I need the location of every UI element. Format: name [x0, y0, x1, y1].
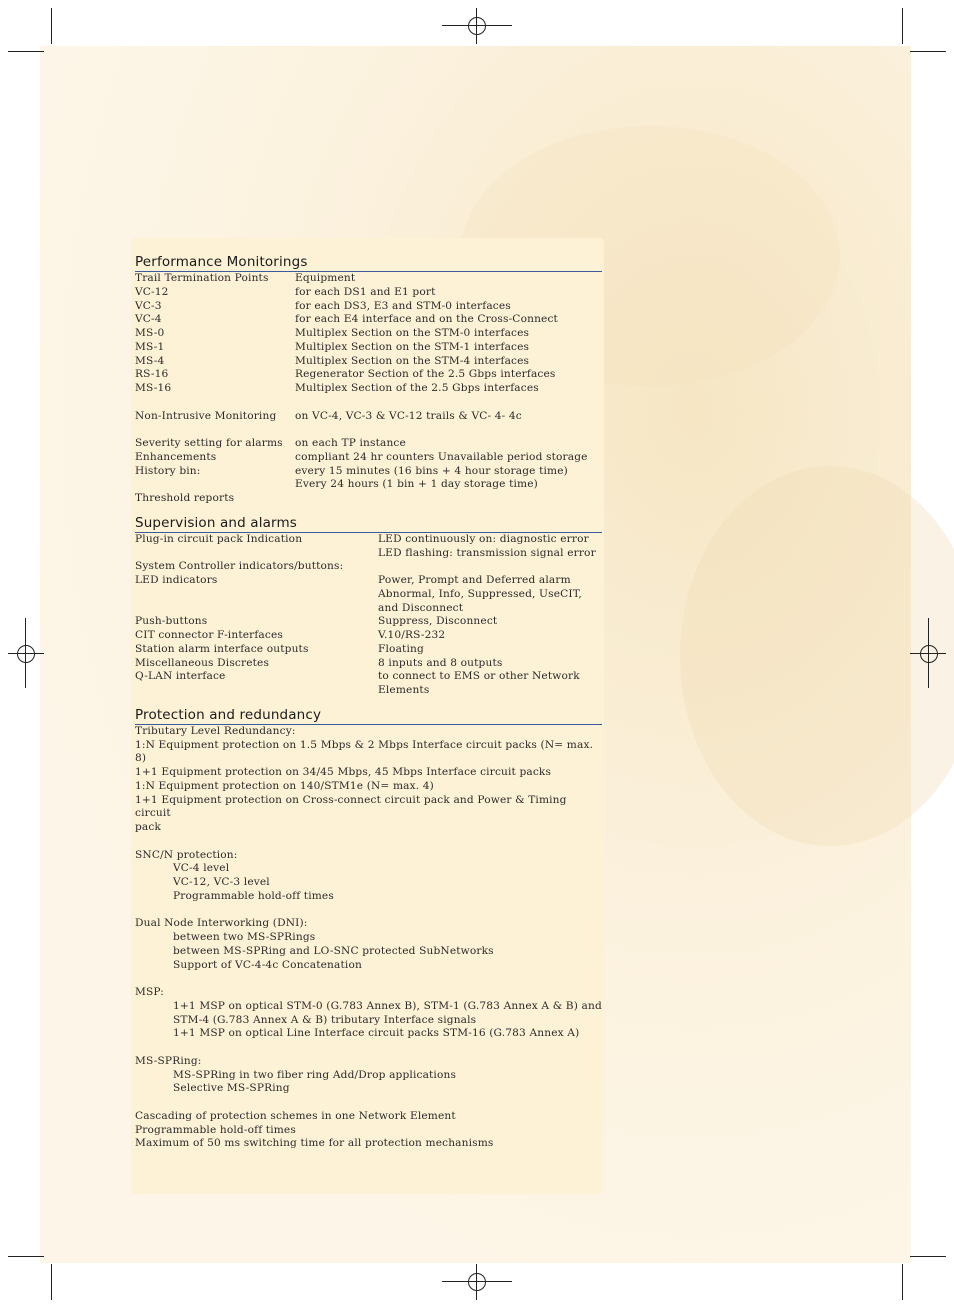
table-row [135, 670, 602, 684]
table-row [135, 629, 602, 643]
list-item: SNC/N protection: [135, 848, 238, 861]
row-value: Multiplex Section on the STM-0 interfaces [295, 327, 530, 339]
performance-table [135, 272, 602, 506]
row-value: LED continuously on: diagnostic error [378, 532, 589, 545]
row-label: Non-Intrusive Monitoring [135, 409, 277, 422]
row-label: VC-12 [135, 285, 169, 298]
crop-mark [51, 8, 52, 44]
row-value: for each DS1 and E1 port [295, 285, 436, 298]
list-item: Cascading of protection schemes in one Network Element [135, 1109, 456, 1122]
row-value: on VC-4, VC-3 & VC-12 trails & VC- 4- 4c [295, 409, 522, 422]
row-label: History bin: [135, 464, 201, 477]
row-label: MS-1 [135, 340, 165, 353]
table-row [135, 588, 602, 602]
row-value: on each TP instance [295, 437, 406, 449]
row-label: MS-16 [135, 382, 172, 394]
row-label: Threshold reports [135, 492, 235, 504]
registration-mark-circle [468, 1273, 486, 1291]
table-row [135, 327, 602, 341]
list-item: Programmable hold-off times [173, 889, 334, 902]
row-label: Miscellaneous Discretes [135, 656, 270, 669]
supervision-table [135, 533, 602, 698]
table-row [135, 465, 602, 479]
row-label: VC-3 [135, 299, 162, 312]
row-value: Elements [378, 684, 430, 696]
table-row [135, 300, 602, 314]
row-value: LED flashing: transmission signal error [378, 546, 596, 559]
list-item: VC-12, VC-3 level [173, 876, 270, 888]
list-item: 1+1 MSP on optical STM-0 (G.783 Annex B), STM-1 (G.783 Annex A & B) and [173, 999, 602, 1012]
row-label: CIT connector F-interfaces [135, 629, 283, 641]
protection-heading: Protection and redundancy [135, 707, 602, 725]
crop-mark [902, 8, 903, 44]
table-row [135, 451, 602, 465]
list-item: MS-SPRing in two fiber ring Add/Drop applications [173, 1068, 457, 1081]
row-value: 8 inputs and 8 outputs [378, 656, 503, 669]
row-label: Q-LAN interface [135, 670, 226, 683]
table-row [135, 478, 602, 492]
row-label: MS-0 [135, 327, 165, 339]
list-item: VC-4 level [173, 862, 230, 875]
crop-mark [910, 1256, 946, 1257]
row-value: Floating [378, 642, 424, 655]
table-row [135, 272, 602, 286]
table-row [135, 547, 602, 561]
row-value: for each DS3, E3 and STM-0 interfaces [295, 299, 511, 312]
row-value: compliant 24 hr counters Unavailable period storage [295, 450, 588, 463]
performance-heading: Performance Monitorings [135, 254, 602, 272]
row-label: LED indicators [135, 574, 218, 586]
table-row [135, 286, 602, 300]
row-value: Equipment [295, 272, 356, 284]
row-label: Trail Termination Points [135, 272, 269, 284]
list-item: between two MS-SPRings [173, 931, 316, 943]
list-item: Selective MS-SPRing [173, 1082, 290, 1095]
table-row [135, 684, 602, 698]
table-row [135, 313, 602, 327]
row-value: V.10/RS-232 [378, 629, 446, 641]
table-row [135, 492, 602, 506]
table-row [135, 615, 602, 629]
list-item: STM-4 (G.783 Annex A & B) tributary Interface signals [173, 1013, 477, 1026]
row-value: for each E4 interface and on the Cross-Connect [295, 313, 558, 326]
row-label: VC-4 [135, 313, 162, 326]
list-item: between MS-SPRing and LO-SNC protected SubNetworks [173, 944, 494, 957]
list-item: Support of VC-4-4c Concatenation [173, 958, 362, 971]
table-row [135, 410, 602, 424]
row-value: and Disconnect [378, 601, 464, 614]
row-value: Multiplex Section of the 2.5 Gbps interfaces [295, 382, 539, 394]
list-item: Maximum of 50 ms switching time for all protection mechanisms [135, 1137, 494, 1150]
crop-mark [8, 51, 44, 52]
row-value: Abnormal, Info, Suppressed, UseCIT, [378, 587, 582, 600]
table-row [135, 602, 602, 616]
registration-mark-circle [17, 645, 35, 663]
list-item: Tributary Level Redundancy: [135, 724, 296, 737]
list-item: 1+1 Equipment protection on 34/45 Mbps, 45 Mbps Interface circuit packs [135, 766, 552, 778]
row-label: RS-16 [135, 368, 169, 381]
table-row [135, 560, 602, 574]
list-item: 1+1 MSP on optical Line Interface circuit packs STM-16 (G.783 Annex A) [173, 1027, 580, 1040]
registration-mark-circle [468, 17, 486, 35]
table-row [135, 341, 602, 355]
list-item: MSP: [135, 986, 165, 998]
list-item: pack [135, 821, 162, 833]
row-value: Suppress, Disconnect [378, 615, 498, 628]
list-item: Dual Node Interworking (DNI): [135, 917, 308, 930]
supervision-heading: Supervision and alarms [135, 515, 602, 533]
row-value: every 15 minutes (16 bins + 4 hour storage time) [295, 464, 568, 477]
row-value: Power, Prompt and Deferred alarm [378, 574, 571, 586]
row-label: MS-4 [135, 354, 165, 367]
table-row [135, 574, 602, 588]
row-label: Severity setting for alarms [135, 437, 283, 449]
list-item: 1+1 Equipment protection on Cross-connect circuit pack and Power & Timing circuit [135, 793, 567, 820]
list-item: MS-SPRing: [135, 1054, 202, 1067]
row-label: Enhancements [135, 450, 217, 463]
row-value: Multiplex Section on the STM-1 interfaces [295, 340, 530, 353]
crop-mark [51, 1264, 52, 1300]
row-label: System Controller indicators/buttons: [135, 560, 344, 573]
row-label: Plug-in circuit pack Indication [135, 532, 303, 545]
table-row [135, 437, 602, 451]
table-row [135, 533, 602, 547]
list-item: Programmable hold-off times [135, 1123, 296, 1136]
row-value: Every 24 hours (1 bin + 1 day storage time) [295, 478, 538, 491]
protection-list [135, 725, 602, 1151]
row-label: Push-buttons [135, 615, 208, 628]
spec-content [135, 254, 602, 1151]
table-row [135, 657, 602, 671]
crop-mark [910, 51, 946, 52]
crop-mark [902, 1264, 903, 1300]
table-row [135, 382, 602, 396]
background-circuit-shape [680, 466, 954, 846]
row-value: Multiplex Section on the STM-4 interfaces [295, 354, 530, 367]
table-row [135, 368, 602, 382]
row-value: to connect to EMS or other Network [378, 670, 580, 683]
list-item: 1:N Equipment protection on 140/STM1e (N= max. 4) [135, 779, 434, 792]
row-label: Station alarm interface outputs [135, 642, 309, 655]
registration-mark-circle [920, 645, 938, 663]
list-item: 1:N Equipment protection on 1.5 Mbps & 2 Mbps Interface circuit packs (N= max. 8) [135, 738, 594, 765]
row-value: Regenerator Section of the 2.5 Gbps interfaces [295, 368, 556, 381]
table-row [135, 355, 602, 369]
table-row [135, 643, 602, 657]
crop-mark [8, 1256, 44, 1257]
